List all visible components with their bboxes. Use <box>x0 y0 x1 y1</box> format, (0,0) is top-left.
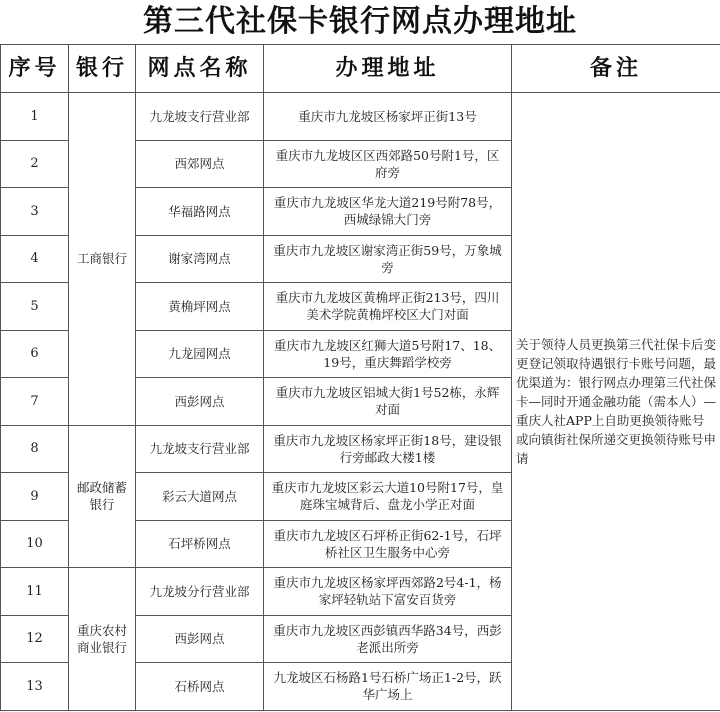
branch-address: 重庆市九龙坡区华龙大道219号附78号，西城绿锦大门旁 <box>264 188 512 236</box>
branch-name: 西郊网点 <box>136 140 264 188</box>
row-no: 1 <box>1 93 69 141</box>
row-no: 8 <box>1 425 69 473</box>
bank-cell-rural-commercial: 重庆农村商业银行 <box>69 568 136 711</box>
row-no: 6 <box>1 330 69 378</box>
row-no: 13 <box>1 663 69 711</box>
row-no: 11 <box>1 568 69 616</box>
branch-name: 九龙坡支行营业部 <box>136 93 264 141</box>
header-branch-name: 网点名称 <box>136 45 264 93</box>
row-no: 7 <box>1 378 69 426</box>
branch-name: 石坪桥网点 <box>136 520 264 568</box>
header-bank: 银行 <box>69 45 136 93</box>
branch-name: 九龙坡支行营业部 <box>136 425 264 473</box>
branch-name: 黄桷坪网点 <box>136 283 264 331</box>
branch-name: 谢家湾网点 <box>136 235 264 283</box>
row-no: 4 <box>1 235 69 283</box>
branch-address: 重庆市九龙坡区红狮大道5号附17、18、19号，重庆舞蹈学校旁 <box>264 330 512 378</box>
branch-address: 重庆市九龙坡区彩云大道10号附17号，皇庭珠宝城背后、盘龙小学正对面 <box>264 473 512 521</box>
branch-address: 重庆市九龙坡区铝城大街1号52栋，永辉对面 <box>264 378 512 426</box>
header-address: 办理地址 <box>264 45 512 93</box>
branch-name: 九龙坡分行营业部 <box>136 568 264 616</box>
branch-address: 重庆市九龙坡区西彭镇西华路34号，西彭老派出所旁 <box>264 615 512 663</box>
branch-address: 重庆市九龙坡区杨家坪正街13号 <box>264 93 512 141</box>
branch-address: 重庆市九龙坡区区西郊路50号附1号，区府旁 <box>264 140 512 188</box>
branch-address: 重庆市九龙坡区黄桷坪正街213号，四川美术学院黄桷坪校区大门对面 <box>264 283 512 331</box>
branch-address: 重庆市九龙坡区石坪桥正街62-1号，石坪桥社区卫生服务中心旁 <box>264 520 512 568</box>
table-row <box>1 93 720 141</box>
header-remark: 备注 <box>512 45 720 93</box>
bank-cell-icbc: 工商银行 <box>69 93 136 426</box>
branch-table <box>0 44 720 711</box>
branch-name: 九龙园网点 <box>136 330 264 378</box>
branch-name: 西彭网点 <box>136 378 264 426</box>
row-no: 10 <box>1 520 69 568</box>
row-no: 12 <box>1 615 69 663</box>
branch-address: 重庆市九龙坡区杨家坪西郊路2号4-1，杨家坪轻轨站下富安百货旁 <box>264 568 512 616</box>
branch-address: 重庆市九龙坡区谢家湾正街59号，万象城旁 <box>264 235 512 283</box>
bank-cell-postal: 邮政储蓄银行 <box>69 425 136 568</box>
branch-address: 重庆市九龙坡区杨家坪正街18号，建设银行旁邮政大楼1楼 <box>264 425 512 473</box>
row-no: 2 <box>1 140 69 188</box>
row-no: 5 <box>1 283 69 331</box>
branch-name: 西彭网点 <box>136 615 264 663</box>
row-no: 3 <box>1 188 69 236</box>
branch-name: 华福路网点 <box>136 188 264 236</box>
branch-name: 彩云大道网点 <box>136 473 264 521</box>
remark-cell: 关于领待人员更换第三代社保卡后变更登记领取待遇银行卡账号问题，最优渠道为：银行网点办理第三代社保卡—同时开通金融功能（需本人）—重庆人社APP上自助更换领待账号或向镇街社保所递交更换领待账号申请 <box>512 93 720 711</box>
table-header-row <box>1 45 720 93</box>
row-no: 9 <box>1 473 69 521</box>
branch-name: 石桥网点 <box>136 663 264 711</box>
branch-address: 九龙坡区石杨路1号石桥广场正1-2号，跃华广场上 <box>264 663 512 711</box>
document-title: 第三代社保卡银行网点办理地址 <box>0 0 720 45</box>
header-no: 序号 <box>1 45 69 93</box>
